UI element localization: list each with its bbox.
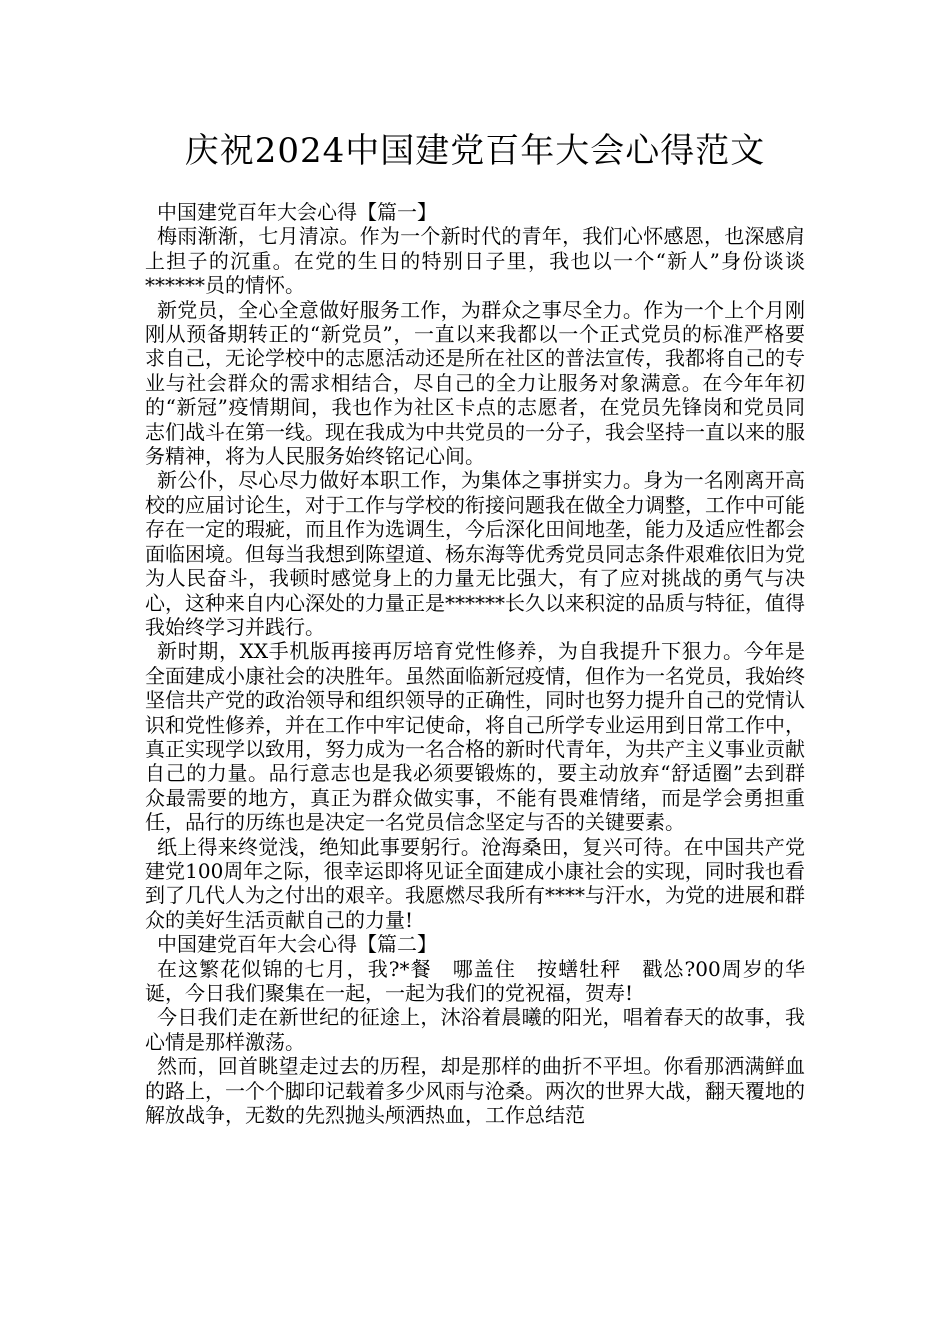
document-title: 庆祝2024中国建党百年大会心得范文 <box>184 131 766 171</box>
paragraph: 梅雨渐渐，七月清凉。作为一个新时代的青年，我们心怀感恩，也深感肩上担子的沉重。在党的生日的特别日子里，我也以一个“新人”身份谈谈******员的情怀。 <box>145 224 805 298</box>
section-heading: 中国建党百年大会心得【篇二】 <box>157 932 437 957</box>
paragraph: 在这繁花似锦的七月，我?*餐 哪盖住 按蟮牡秤 戳怂?00周岁的华诞，今日我们聚集在一起，一起为我们的党祝福，贺寿! <box>145 956 805 1005</box>
paragraph: 纸上得来终觉浅，绝知此事要躬行。沧海桑田，复兴可待。在中国共产党建党100周年之际，很幸运即将见证全面建成小康社会的实现，同时我也看到了几代人为之付出的艰辛。我愿燃尽我所有****与汗水，为党的进展和群众的美好生活贡献自己的力量! <box>145 834 805 932</box>
paragraph: 新党员，全心全意做好服务工作，为群众之事尽全力。作为一个上个月刚刚从预备期转正的“新党员”，一直以来我都以一个正式党员的标准严格要求自己，无论学校中的志愿活动还是所在社区的普法宣传，我都将自己的专业与社会群众的需求相结合，尽自己的全力让服务对象满意。在今年年初的“新冠”疫情期间，我也作为社区卡点的志愿者，在党员先锋岗和党员同志们战斗在第一线。现在我成为中共党员的一分子，我会坚持一直以来的服务精神，将为人民服务始终铭记心间。 <box>145 297 805 469</box>
paragraph: 新公仆，尽心尽力做好本职工作，为集体之事拼实力。身为一名刚离开高校的应届讨论生，对于工作与学校的衔接问题我在做全力调整，工作中可能存在一定的瑕疵，而且作为选调生，今后深化田间地垄，能力及适应性都会面临困境。但每当我想到陈望道、杨东海等优秀党员同志条件艰难依旧为党为人民奋斗，我顿时感觉身上的力量无比强大，有了应对挑战的勇气与决心，这种来自内心深处的力量正是******长久以来积淀的品质与特征，值得我始终学习并践行。 <box>145 468 805 639</box>
document-body <box>145 200 805 1127</box>
paragraph: 然而，回首眺望走过去的历程，却是那样的曲折不平坦。你看那洒满鲜血的路上，一个个脚印记载着多少风雨与沧桑。两次的世界大战，翻天覆地的解放战争，无数的先烈抛头颅洒热血，工作总结范 <box>145 1054 805 1128</box>
paragraph: 今日我们走在新世纪的征途上，沐浴着晨曦的阳光，唱着春天的故事，我心情是那样激荡。 <box>145 1005 805 1054</box>
section-heading: 中国建党百年大会心得【篇一】 <box>157 200 437 224</box>
paragraph: 新时期，XX手机版再接再厉培育党性修养，为自我提升下狠力。今年是全面建成小康社会的决胜年。虽然面临新冠疫情，但作为一名党员，我始终坚信共产党的政治领导和组织领导的正确性，同时也努力提升自己的党情认识和党性修养，并在工作中牢记使命，将自己所学专业运用到日常工作中，真正实现学以致用，努力成为一名合格的新时代青年，为共产主义事业贡献自己的力量。品行意志也是我必须要锻炼的，要主动放弃“舒适圈”去到群众最需要的地方，真正为群众做实事，不能有畏难情绪，而是学会勇担重任，品行的历练也是决定一名党员信念坚定与否的关键要素。 <box>145 639 805 835</box>
